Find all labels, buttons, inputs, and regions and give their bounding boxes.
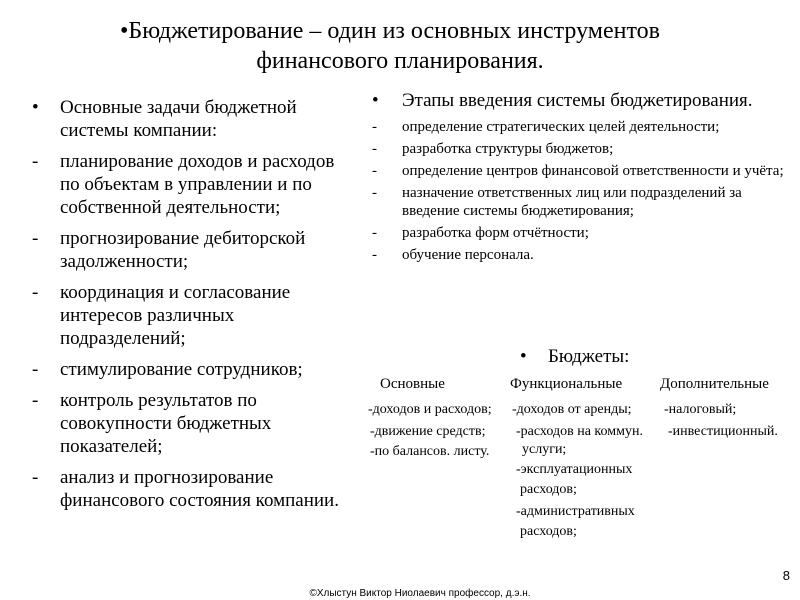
dash-marker: - (372, 185, 377, 201)
list-item-text: Основные задачи бюджетной системы компании: (60, 97, 297, 141)
budget-main-item: -доходов и расходов; (368, 402, 492, 417)
list-item (28, 281, 358, 350)
budget-additional-item: -инвестиционный. (668, 424, 778, 439)
budget-column-functional-header: Функциональные (510, 376, 623, 392)
budget-functional-item: -административных (516, 504, 635, 519)
list-item-text: анализ и прогнозирование финансового состояния компании. (60, 467, 339, 511)
list-item-text: координация и согласование интересов различных подразделений; (60, 282, 291, 349)
dash-marker: - (32, 282, 39, 303)
tasks-list (28, 96, 358, 520)
budget-column-main-header: Основные (380, 376, 445, 392)
list-item (372, 246, 796, 264)
budget-main-item: -движение средств; (370, 424, 486, 439)
budget-main-item: -по балансов. листу. (370, 444, 490, 459)
stages-heading (372, 90, 796, 112)
dash-marker: - (372, 247, 377, 263)
list-item-text: планирование доходов и расходов по объектам в управлении и по собственной деятельности; (60, 151, 335, 218)
budget-functional-item: -эксплуатационных (516, 462, 633, 477)
dash-marker: - (32, 359, 39, 380)
tasks-heading (28, 96, 358, 142)
dash-marker: - (372, 119, 377, 135)
dash-marker: - (32, 151, 39, 172)
list-item (28, 150, 358, 219)
slide-title-line-1: •Бюджетирование – один из основных инструментов (120, 18, 660, 44)
dash-marker: - (372, 225, 377, 241)
budget-functional-item: услуги; (522, 442, 567, 457)
list-item-text: разработка структуры бюджетов; (402, 141, 614, 157)
list-item (372, 118, 796, 136)
stages-heading-text: Этапы введения системы бюджетирования. (402, 90, 753, 111)
list-item (28, 227, 358, 273)
budget-functional-item: -доходов от аренды; (512, 402, 632, 417)
list-item (372, 184, 796, 220)
list-item (28, 466, 358, 512)
dash-marker: - (32, 390, 39, 411)
budgets-heading (520, 346, 629, 368)
budget-additional-item: -налоговый; (664, 402, 737, 417)
list-item-text: определение стратегических целей деятельности; (402, 119, 720, 135)
bullet-marker: • (372, 90, 379, 111)
list-item (372, 140, 796, 158)
list-item (372, 224, 796, 242)
list-item-text: прогнозирование дебиторской задолженности; (60, 228, 306, 272)
budgets-heading-text: Бюджеты: (548, 346, 630, 367)
list-item-text: разработка форм отчётности; (402, 225, 589, 241)
stages-list (372, 90, 796, 268)
budget-functional-item: расходов; (520, 524, 577, 539)
dash-marker: - (32, 228, 39, 249)
budget-column-additional-header: Дополнительные (660, 376, 769, 392)
list-item-text: обучение персонала. (402, 247, 534, 263)
list-item-text: назначение ответственных лиц или подразделений за введение системы бюджетирования; (402, 185, 742, 219)
dash-marker: - (372, 141, 377, 157)
list-item-text: стимулирование сотрудников; (60, 359, 303, 380)
footer-author: ©Хлыстун Виктор Ниолаевич профессор, д.э.н. (309, 588, 531, 599)
bullet-marker: • (520, 346, 527, 367)
list-item-text: контроль результатов по совокупности бюджетных показателей; (60, 390, 272, 457)
slide-title-line-2: финансового планирования. (256, 48, 544, 74)
bullet-marker: • (32, 97, 39, 118)
dash-marker: - (372, 163, 377, 179)
page-number: 8 (782, 568, 790, 583)
dash-marker: - (32, 467, 39, 488)
list-item (372, 162, 796, 180)
list-item-text: определение центров финансовой ответственности и учёта; (402, 163, 784, 179)
budget-functional-item: расходов; (520, 482, 577, 497)
list-item (28, 358, 358, 381)
list-item (28, 389, 358, 458)
slide-title (40, 16, 760, 76)
budget-functional-item: -расходов на коммун. (516, 424, 643, 439)
